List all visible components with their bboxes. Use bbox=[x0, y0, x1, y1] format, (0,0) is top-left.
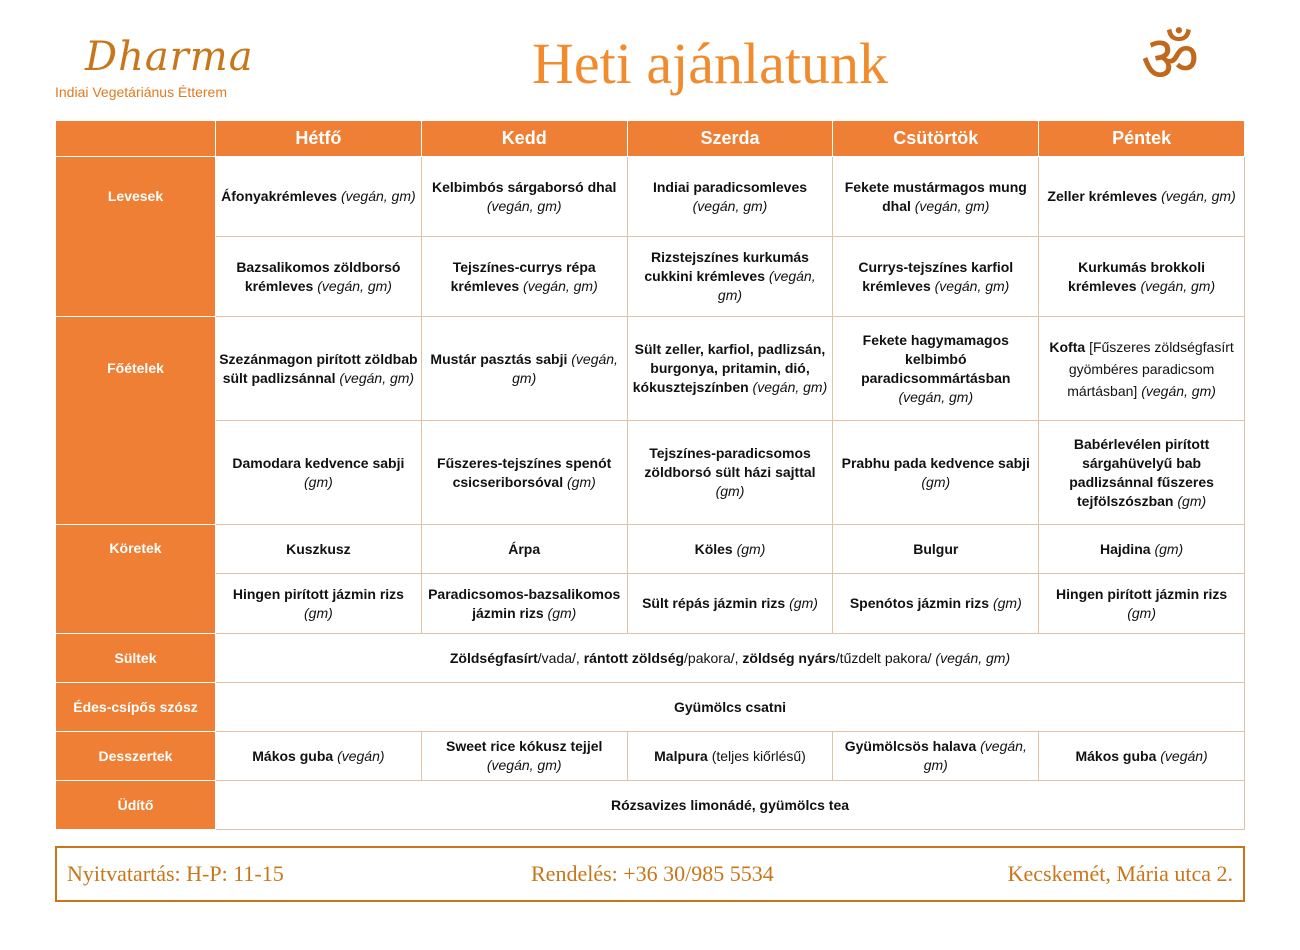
corner-cell bbox=[56, 121, 216, 157]
page-title: Heti ajánlatunk bbox=[532, 31, 888, 96]
dish-name: Tejszínes-paradicsomos zöldborsó sült házi sajttal bbox=[644, 445, 816, 480]
menu-cell bbox=[627, 157, 833, 237]
om-icon: ॐ bbox=[1140, 23, 1200, 97]
dish-name: Hingen pirított jázmin rizs bbox=[1056, 585, 1228, 602]
dish-note: (vegán, gm) bbox=[512, 350, 618, 386]
dish-description: /tűzdelt pakora/ bbox=[835, 649, 932, 666]
brand-subtitle: Indiai Vegetáriánus Étterem bbox=[55, 84, 227, 100]
day-header: Kedd bbox=[421, 121, 627, 157]
menu-cell bbox=[833, 157, 1039, 237]
weekly-menu-table bbox=[55, 120, 1245, 830]
dish-name: Zöldségfasírt bbox=[449, 649, 538, 666]
day-header-row bbox=[56, 121, 1245, 157]
dish-description: /pakora/, bbox=[684, 649, 739, 666]
dish-name: Tejszínes-currys répa krémleves bbox=[450, 258, 596, 294]
dish-name: Kofta bbox=[1049, 338, 1086, 355]
menu-cell-wide: Rózsavizes limonádé, gyümölcs tea bbox=[216, 781, 1245, 830]
dish-note: (vegán, gm) bbox=[914, 197, 990, 214]
dish-note: (gm) bbox=[547, 604, 577, 621]
dish-name: Paradicsomos-bazsalikomos jázmin rizs bbox=[428, 585, 621, 621]
dish-description: /vada/, bbox=[537, 649, 580, 666]
menu-cell bbox=[627, 317, 833, 421]
dish-name: Szezánmagon pirított zöldbab sült padlizsánnal bbox=[219, 350, 418, 386]
dish-name: Hingen pirított jázmin rizs bbox=[232, 585, 404, 602]
menu-cell bbox=[421, 157, 627, 237]
dish-name: Mustár pasztás sabji bbox=[430, 350, 568, 367]
dish-note: (vegán, gm) bbox=[935, 649, 1011, 666]
menu-cell bbox=[833, 525, 1039, 574]
dish-name: Mákos guba bbox=[252, 747, 334, 764]
category-label: Desszertek bbox=[56, 732, 216, 781]
dish-note: (gm) bbox=[1127, 604, 1156, 621]
menu-cell bbox=[421, 317, 627, 421]
dish-note: (gm) bbox=[567, 473, 596, 490]
dish-note: (vegán, gm) bbox=[923, 738, 1027, 773]
menu-cell bbox=[1039, 574, 1245, 634]
menu-cell bbox=[421, 732, 627, 781]
dish-note: (gm) bbox=[789, 595, 818, 611]
category-label: Sültek bbox=[56, 634, 216, 683]
dish-note: (vegán, gm) bbox=[486, 197, 562, 214]
menu-cell bbox=[421, 525, 627, 574]
dish-name: Hajdina bbox=[1099, 540, 1151, 557]
dish-note: (vegán) bbox=[337, 747, 385, 764]
menu-cell bbox=[627, 237, 833, 317]
menu-cell bbox=[1039, 421, 1245, 525]
dish-name: Kuszkusz bbox=[286, 540, 351, 557]
dish-description: [Fűszeres zöldségfasírt gyömbéres paradicsom mártásban] bbox=[1067, 338, 1234, 399]
dish-name: Damodara kedvence sabji bbox=[232, 454, 405, 471]
udito-row bbox=[56, 781, 1245, 830]
menu-cell bbox=[216, 157, 422, 237]
szosz-row bbox=[56, 683, 1245, 732]
dish-name: Indiai paradicsomleves bbox=[652, 178, 808, 195]
dish-name: Malpura bbox=[654, 747, 708, 764]
dish-name: Mákos guba bbox=[1075, 747, 1157, 764]
menu-cell bbox=[833, 421, 1039, 525]
dish-name: Árpa bbox=[508, 540, 541, 557]
menu-cell bbox=[421, 574, 627, 634]
dish-name: Kelbimbós sárgaborsó dhal bbox=[432, 178, 617, 195]
dish-note: (vegán, gm) bbox=[1161, 188, 1236, 204]
menu-cell bbox=[833, 237, 1039, 317]
menu-cell-wide: Gyümölcs csatni bbox=[216, 683, 1245, 732]
dish-name: Bulgur bbox=[913, 540, 959, 557]
menu-cell bbox=[421, 237, 627, 317]
menu-cell bbox=[1039, 732, 1245, 781]
dish-note: (vegán, gm) bbox=[898, 388, 974, 405]
day-header: Csütörtök bbox=[833, 121, 1039, 157]
menu-cell bbox=[1039, 525, 1245, 574]
address: Kecskemét, Mária utca 2. bbox=[1007, 861, 1233, 886]
dish-note: (gm) bbox=[304, 473, 333, 490]
dish-note: (vegán) bbox=[1160, 747, 1208, 764]
dish-note: (vegán, gm) bbox=[340, 188, 416, 204]
dish-name: Prabhu pada kedvence sabji bbox=[841, 454, 1030, 471]
menu-cell bbox=[833, 574, 1039, 634]
day-header: Szerda bbox=[627, 121, 833, 157]
dish-name: Bazsalikomos zöldborsó krémleves bbox=[236, 258, 401, 294]
menu-cell bbox=[627, 421, 833, 525]
dish-name: Rizstejszínes kurkumás cukkini krémleves bbox=[644, 249, 809, 284]
menu-cell bbox=[833, 317, 1039, 421]
menu-cell bbox=[1039, 157, 1245, 237]
menu-cell bbox=[833, 732, 1039, 781]
dish-note: (vegán, gm) bbox=[523, 277, 598, 294]
menu-cell bbox=[627, 525, 833, 574]
dish-note: (gm) bbox=[1154, 540, 1184, 557]
dish-note: (vegán, gm) bbox=[692, 197, 768, 214]
menu-cell bbox=[216, 732, 422, 781]
dish-name: Kurkumás brokkoli krémleves bbox=[1068, 258, 1205, 294]
brand-name: Dharma bbox=[85, 34, 254, 80]
dish-name: Köles bbox=[694, 540, 733, 557]
dish-name: Fűszeres-tejszínes spenót csicseriborsóval bbox=[437, 454, 612, 490]
dish-note: (gm) bbox=[992, 595, 1022, 611]
category-label: Főételek bbox=[56, 317, 216, 525]
brand-logo bbox=[55, 14, 275, 104]
foetelek-row-2 bbox=[56, 421, 1245, 525]
dish-name: Áfonyakrémleves bbox=[221, 188, 338, 204]
dish-name: Fekete mustármagos mung dhal bbox=[844, 178, 1027, 214]
dish-note: (vegán, gm) bbox=[717, 268, 816, 303]
menu-cell bbox=[216, 317, 422, 421]
dish-name: Babérlevélen pirított sárgahüvelyű bab padlizsánnal fűszeres tejfölszószban bbox=[1069, 435, 1214, 509]
dish-name: rántott zöldség bbox=[583, 649, 685, 666]
dish-note: (vegán, gm) bbox=[317, 277, 392, 294]
category-label: Üdítő bbox=[56, 781, 216, 830]
dish-note: (vegán, gm) bbox=[1140, 277, 1216, 294]
day-header: Péntek bbox=[1039, 121, 1245, 157]
category-label: Levesek bbox=[56, 157, 216, 317]
dish-note: (vegán, gm) bbox=[339, 369, 415, 386]
dish-name: Fekete hagymamagos kelbimbó paradicsommártásban bbox=[861, 331, 1011, 386]
dish-note: (gm) bbox=[736, 540, 766, 557]
menu-cell bbox=[216, 237, 422, 317]
footer-bar bbox=[55, 846, 1245, 902]
dish-name: Sült répás jázmin rizs bbox=[642, 595, 786, 611]
dish-name: Sweet rice kókusz tejjel bbox=[445, 738, 603, 754]
menu-cell bbox=[216, 525, 422, 574]
dish-name: Currys-tejszínes karfiol krémleves bbox=[858, 258, 1014, 294]
dish-name: Zeller krémleves bbox=[1047, 188, 1158, 204]
menu-cell bbox=[216, 574, 422, 634]
dish-name: Gyümölcsös halava bbox=[844, 738, 977, 754]
dish-note: (gm) bbox=[1177, 492, 1207, 509]
category-label: Édes-csípős szósz bbox=[56, 683, 216, 732]
dish-name: zöldség nyárs bbox=[742, 649, 836, 666]
menu-cell bbox=[1039, 237, 1245, 317]
order-phone: Rendelés: +36 30/985 5534 bbox=[531, 861, 774, 886]
foetelek-row-1 bbox=[56, 317, 1245, 421]
sultek-row bbox=[56, 634, 1245, 683]
levesek-row-2 bbox=[56, 237, 1245, 317]
dish-note: (gm) bbox=[921, 473, 951, 490]
menu-cell bbox=[421, 421, 627, 525]
dish-note: (vegán, gm) bbox=[486, 757, 562, 773]
dish-note: (gm) bbox=[304, 604, 333, 621]
menu-cell bbox=[216, 421, 422, 525]
category-label: Köretek bbox=[56, 525, 216, 634]
desszertek-row bbox=[56, 732, 1245, 781]
day-header: Hétfő bbox=[216, 121, 422, 157]
dish-note: (vegán, gm) bbox=[752, 379, 828, 395]
dish-name: Sült zeller, karfiol, padlizsán, burgonya, pritamin, dió, kókusztejszínben bbox=[632, 341, 826, 395]
koretek-row-1 bbox=[56, 525, 1245, 574]
dish-description: (teljes kiőrlésű) bbox=[711, 747, 806, 764]
levesek-row-1 bbox=[56, 157, 1245, 237]
dish-name: Spenótos jázmin rizs bbox=[849, 595, 990, 611]
opening-hours: Nyitvatartás: H-P: 11-15 bbox=[67, 861, 284, 886]
dish-note: (vegán, gm) bbox=[934, 277, 1010, 294]
koretek-row-2 bbox=[56, 574, 1245, 634]
menu-cell bbox=[627, 574, 833, 634]
menu-cell-wide bbox=[216, 634, 1245, 683]
menu-cell bbox=[627, 732, 833, 781]
dish-note: (vegán, gm) bbox=[1141, 382, 1216, 399]
dish-note: (gm) bbox=[715, 483, 745, 499]
menu-cell bbox=[1039, 317, 1245, 421]
